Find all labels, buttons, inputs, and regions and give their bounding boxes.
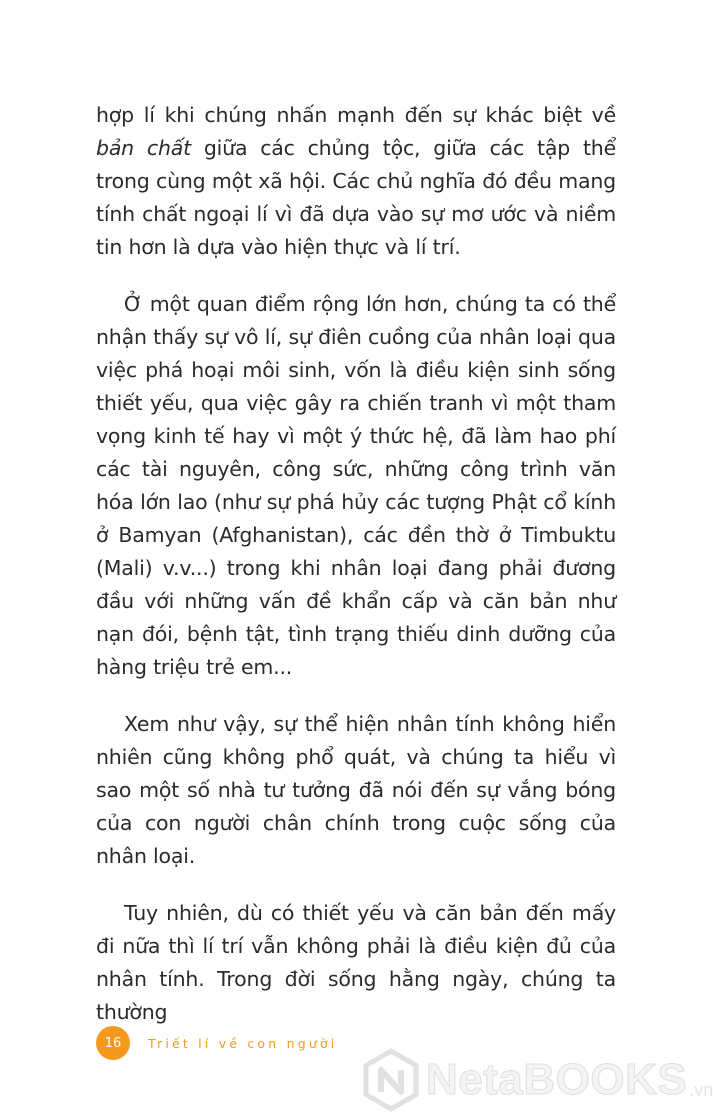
paragraph-1-end: giữa các chủng tộc, giữa các tập thể trong cùng một xã hội. Các chủ nghĩa đó đều mang tính chất ngoại lí vì đã dựa vào sự mơ ước và niềm tin hơn là dựa vào hiện thực và lí trí. <box>96 136 616 259</box>
emphasized-term: bản chất <box>96 136 191 160</box>
watermark-suffix: .vn <box>689 1080 713 1100</box>
body-text <box>96 99 616 1053</box>
paragraph-1 <box>96 99 616 264</box>
running-title: Triết lí về con người <box>148 1035 338 1051</box>
paragraph-3: Xem như vậy, sự thể hiện nhân tính không hiển nhiên cũng không phổ quát, và chúng ta hiểu vì sao một số nhà tư tưởng đã nói đến sự vắng bóng của con người chân chính trong cuộc sống của nhân loại. <box>96 712 616 868</box>
netabooks-logo-icon <box>362 1048 420 1112</box>
paragraph-1-start: hợp lí khi chúng nhấn mạnh đến sự khác biệt về <box>96 103 616 127</box>
watermark-brand: NetaBOOKS <box>426 1055 688 1104</box>
page-footer <box>96 1026 337 1060</box>
page-number-badge: 16 <box>96 1026 130 1060</box>
paragraph-2: Ở một quan điểm rộng lớn hơn, chúng ta có thể nhận thấy sự vô lí, sự điên cuồng của nhân loại qua việc phá hoại môi sinh, vốn là điều kiện sinh sống thiết yếu, qua việc gây ra chiến tranh vì một tham vọng kinh tế hay vì một ý thức hệ, đã làm hao phí các tài nguyên, công sức, những công trình văn hóa lớn lao (như sự phá hủy các tượng Phật cổ kính ở Bamyan (Afghanistan), các đền thờ ở Timbuktu (Mali) v.v...) trong khi nhân loại đang phải đương đầu với những vấn đề khẩn cấp và căn bản như nạn đói, bệnh tật, tình trạng thiếu dinh dưỡng của hàng triệu trẻ em... <box>96 292 616 679</box>
paragraph-4: Tuy nhiên, dù có thiết yếu và căn bản đến mấy đi nữa thì lí trí vẫn không phải là điều kiện đủ của nhân tính. Trong đời sống hằng ngày, chúng ta thường <box>96 901 616 1024</box>
watermark <box>362 1045 713 1115</box>
